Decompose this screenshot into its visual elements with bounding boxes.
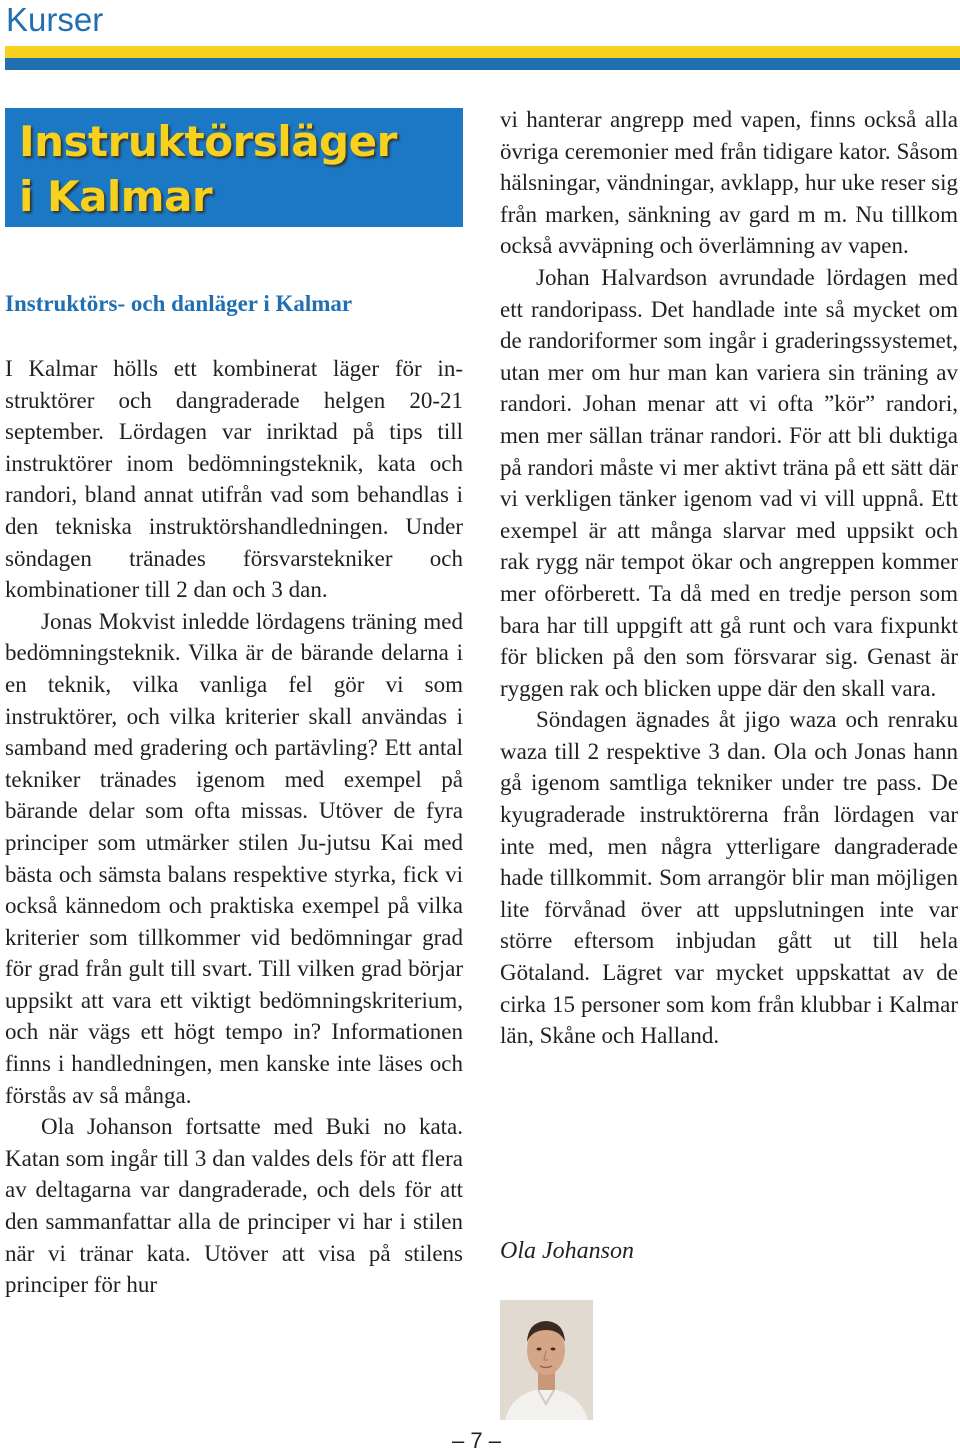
left-paragraph-3: Ola Johanson fortsatte med Buki no kata. Katan som ingår till 3 dan valdes dels för att flera av deltagarna var dangraderade, och dels för att den sammanfattar alla de principer vi har i stilen när vi tränar kata. Utöver att visa på stilens principer för hur [5, 1114, 463, 1298]
author-portrait-image [500, 1300, 593, 1420]
article-title-line1: Instruktörsläger [19, 117, 397, 166]
author-photo [500, 1300, 593, 1420]
left-column [5, 353, 463, 1301]
section-label: Kurser [6, 1, 104, 38]
header-stripe-blue [5, 58, 960, 70]
header-stripe [5, 46, 960, 70]
left-paragraph-2: Jonas Mokvist inledde lördagens träning med bedömningsteknik. Vilka är de bärande delarna i en teknik, vilka vanliga fel gör vi som instruktörer, och vilka kriterier skall användas i samband med gradering och partävling? Ett antal tekniker tränades igenom med exempel på bärande delar som ofta missas. Utöver de fyra principer som utmärker stilen Ju-jutsu Kai med bästa och sämsta balans respektive styrka, fick vi också kännedom och praktiska exempel på vilka kriterier som tillkommer vid bedömningar grad för grad från gult till svart. Till vilken grad börjar uppsikt att vara ett viktigt bedömningskriterium, och när vägs ett högt tempo in? Informationen finns i handledningen, men kanske inte läses och förstås av så många. [5, 608, 463, 1108]
right-paragraph-1: vi hanterar angrepp med vapen, finns också alla övriga ceremonier med från tidigare kator. Såsom hälsningar, vändningar, avklapp, hur uke reser sig från marken, sänkning av gard m m. Nu tillkom också avväpning och överlämning av vapen. [500, 107, 958, 259]
right-paragraph-3: Söndagen ägnades åt jigo waza och renraku waza till 2 respektive 3 dan. Ola och Jonas hann gå igenom samtliga tekniker under tre pass. De kyugraderade instruktörerna från lördagen var inte med, men några ytterligare dangraderade hade tillkommit. Som arrangör blir man möjligen lite förvånad över att uppslutningen inte var större eftersom inbjudan gått ut till hela Götaland. Lägret var mycket uppskattat av de cirka 15 personer som kom från klubbar i Kalmar län, Skåne och Halland. [500, 707, 958, 1049]
author-signature: Ola Johanson [500, 1238, 634, 1264]
page-number: – 7 – [452, 1428, 501, 1453]
right-paragraph-2: Johan Halvardson avrundade lördagen med ett randoripass. Det handlade inte så mycket om de randoriformer som ingår i graderingssystemet, utan mer om hur man kan variera sin träning av randori. Johan menar att vi ofta ”kör” randori, men mer sällan tränar randori. För att bli duktiga på randori måste vi mer aktivt träna på ett sätt där vi verkligen tänker igenom vad vi vill uppnå. Ett exempel är att många slarvar med uppsikt och rak rygg när tempot ökar och angreppen kommer mer oförberett. Ta då med en tredje person som bara har till uppgift att gå runt och vara fixpunkt för blicken på den som försvarar sig. Genast är ryggen rak och blicken uppe där den skall vara. [500, 264, 958, 701]
article-title-box [5, 108, 463, 227]
header-stripe-yellow [5, 46, 960, 58]
article-subheading: Instruktörs- och danläger i Kalmar [5, 291, 353, 316]
article-title-line2: i Kalmar [19, 172, 213, 221]
left-paragraph-1: I Kalmar hölls ett kombinerat läger för instruktörer och dangraderade helgen 20-21 september. Lördagen var inriktad på tips till instruktörer inom bedömningsteknik, kata och randori, bland annat utifrån vad som behandlas i den tekniska instruktörshandledningen. Under söndagen tränades försvarstekniker och kombinationer till 2 dan och 3 dan. [5, 356, 463, 603]
article-title [19, 114, 397, 224]
right-column [500, 104, 958, 1052]
